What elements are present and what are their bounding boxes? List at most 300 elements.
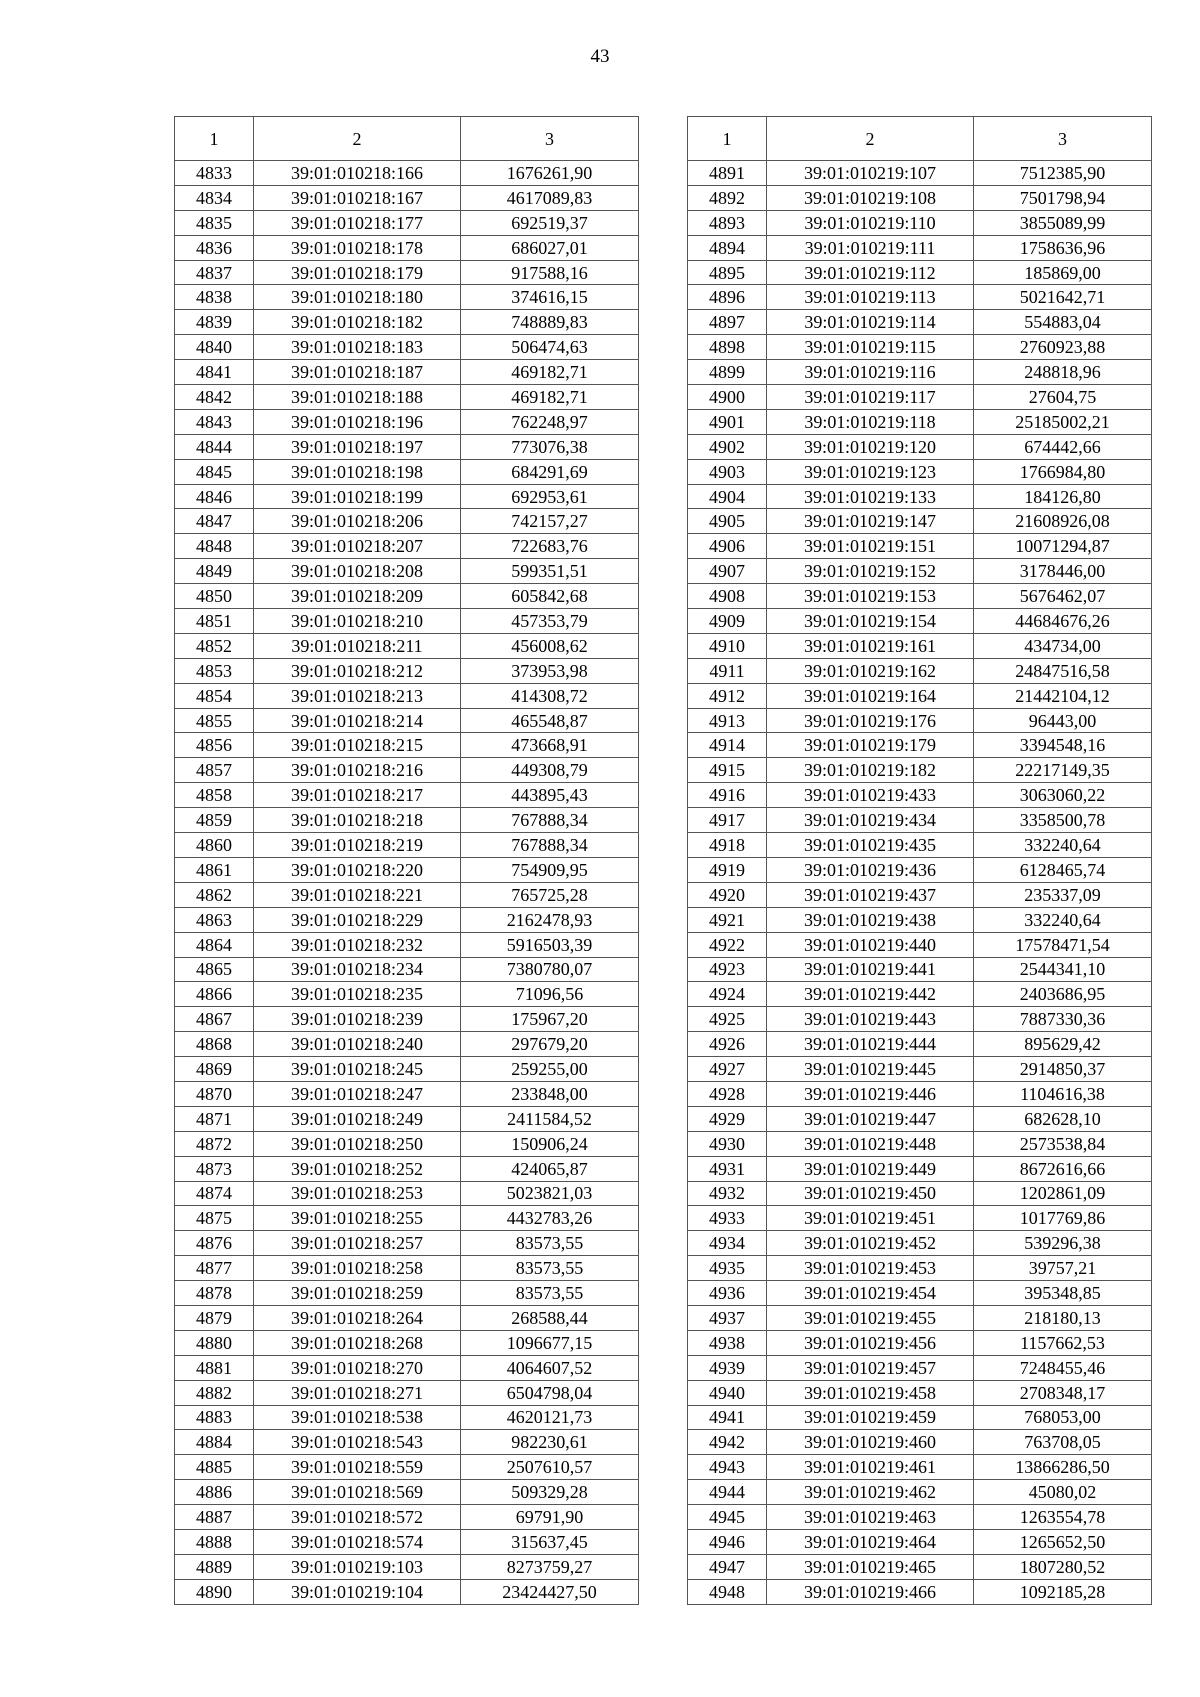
row-number-cell: 4942 <box>688 1430 767 1455</box>
value-cell: 315637,45 <box>461 1529 639 1554</box>
row-number-cell: 4857 <box>175 758 254 783</box>
table-row <box>688 509 1152 534</box>
row-number-cell: 4864 <box>175 932 254 957</box>
cadastral-number-cell: 39:01:010219:461 <box>767 1455 974 1480</box>
header-cell: 3 <box>974 117 1152 161</box>
table-row <box>688 758 1152 783</box>
cadastral-number-cell: 39:01:010218:178 <box>254 235 461 260</box>
cadastral-number-cell: 39:01:010218:211 <box>254 633 461 658</box>
cadastral-number-cell: 39:01:010219:123 <box>767 459 974 484</box>
table-row <box>688 1480 1152 1505</box>
value-cell: 722683,76 <box>461 534 639 559</box>
table-row <box>688 783 1152 808</box>
cadastral-number-cell: 39:01:010219:441 <box>767 957 974 982</box>
row-number-cell: 4925 <box>688 1007 767 1032</box>
table-row <box>688 161 1152 186</box>
value-cell: 5916503,39 <box>461 932 639 957</box>
value-cell: 395348,85 <box>974 1281 1152 1306</box>
row-number-cell: 4887 <box>175 1505 254 1530</box>
table-row <box>688 285 1152 310</box>
table-row <box>175 683 639 708</box>
table-row <box>688 1156 1152 1181</box>
cadastral-number-cell: 39:01:010219:434 <box>767 808 974 833</box>
value-cell: 465548,87 <box>461 708 639 733</box>
row-number-cell: 4922 <box>688 932 767 957</box>
row-number-cell: 4865 <box>175 957 254 982</box>
cadastral-number-cell: 39:01:010219:448 <box>767 1131 974 1156</box>
cadastral-number-cell: 39:01:010219:452 <box>767 1231 974 1256</box>
cadastral-number-cell: 39:01:010218:270 <box>254 1355 461 1380</box>
row-number-cell: 4933 <box>688 1206 767 1231</box>
row-number-cell: 4916 <box>688 783 767 808</box>
cadastral-number-cell: 39:01:010218:166 <box>254 161 461 186</box>
row-number-cell: 4936 <box>688 1281 767 1306</box>
header-cell: 1 <box>175 117 254 161</box>
row-number-cell: 4939 <box>688 1355 767 1380</box>
value-cell: 27604,75 <box>974 385 1152 410</box>
cadastral-number-cell: 39:01:010219:459 <box>767 1405 974 1430</box>
row-number-cell: 4901 <box>688 409 767 434</box>
cadastral-number-cell: 39:01:010219:153 <box>767 584 974 609</box>
row-number-cell: 4878 <box>175 1281 254 1306</box>
cadastral-number-cell: 39:01:010219:151 <box>767 534 974 559</box>
row-number-cell: 4874 <box>175 1181 254 1206</box>
cadastral-number-cell: 39:01:010218:218 <box>254 808 461 833</box>
row-number-cell: 4843 <box>175 409 254 434</box>
table-row <box>175 1281 639 1306</box>
row-number-cell: 4918 <box>688 833 767 858</box>
table-row <box>688 385 1152 410</box>
row-number-cell: 4906 <box>688 534 767 559</box>
row-number-cell: 4903 <box>688 459 767 484</box>
table-row <box>688 1181 1152 1206</box>
value-cell: 1676261,90 <box>461 161 639 186</box>
cadastral-number-cell: 39:01:010219:110 <box>767 210 974 235</box>
row-number-cell: 4928 <box>688 1081 767 1106</box>
cadastral-number-cell: 39:01:010218:543 <box>254 1430 461 1455</box>
table-row <box>688 1554 1152 1579</box>
value-cell: 3178446,00 <box>974 559 1152 584</box>
row-number-cell: 4911 <box>688 658 767 683</box>
table-row <box>688 658 1152 683</box>
cadastral-number-cell: 39:01:010219:436 <box>767 857 974 882</box>
cadastral-number-cell: 39:01:010219:182 <box>767 758 974 783</box>
value-cell: 506474,63 <box>461 335 639 360</box>
value-cell: 268588,44 <box>461 1305 639 1330</box>
value-cell: 83573,55 <box>461 1281 639 1306</box>
cadastral-number-cell: 39:01:010219:449 <box>767 1156 974 1181</box>
cadastral-number-cell: 39:01:010218:239 <box>254 1007 461 1032</box>
value-cell: 2544341,10 <box>974 957 1152 982</box>
table-row <box>175 235 639 260</box>
row-number-cell: 4852 <box>175 633 254 658</box>
row-number-cell: 4944 <box>688 1480 767 1505</box>
value-cell: 2573538,84 <box>974 1131 1152 1156</box>
value-cell: 8273759,27 <box>461 1554 639 1579</box>
cadastral-number-cell: 39:01:010218:257 <box>254 1231 461 1256</box>
row-number-cell: 4896 <box>688 285 767 310</box>
table-row <box>688 360 1152 385</box>
table-row <box>175 434 639 459</box>
value-cell: 24847516,58 <box>974 658 1152 683</box>
table-row <box>175 1380 639 1405</box>
value-cell: 1807280,52 <box>974 1554 1152 1579</box>
table-row <box>688 484 1152 509</box>
table-row <box>175 907 639 932</box>
cadastral-number-cell: 39:01:010218:259 <box>254 1281 461 1306</box>
table-row <box>688 584 1152 609</box>
table-row <box>175 1007 639 1032</box>
value-cell: 374616,15 <box>461 285 639 310</box>
value-cell: 297679,20 <box>461 1032 639 1057</box>
row-number-cell: 4900 <box>688 385 767 410</box>
row-number-cell: 4835 <box>175 210 254 235</box>
cadastral-number-cell: 39:01:010218:210 <box>254 609 461 634</box>
cadastral-number-cell: 39:01:010218:188 <box>254 385 461 410</box>
table-row <box>688 409 1152 434</box>
table-row <box>175 932 639 957</box>
value-cell: 39757,21 <box>974 1256 1152 1281</box>
cadastral-number-cell: 39:01:010219:133 <box>767 484 974 509</box>
table-row <box>688 235 1152 260</box>
value-cell: 554883,04 <box>974 310 1152 335</box>
row-number-cell: 4870 <box>175 1081 254 1106</box>
table-row <box>175 1405 639 1430</box>
value-cell: 684291,69 <box>461 459 639 484</box>
row-number-cell: 4871 <box>175 1106 254 1131</box>
row-number-cell: 4926 <box>688 1032 767 1057</box>
cadastral-number-cell: 39:01:010219:118 <box>767 409 974 434</box>
cadastral-number-cell: 39:01:010219:147 <box>767 509 974 534</box>
value-cell: 235337,09 <box>974 882 1152 907</box>
row-number-cell: 4931 <box>688 1156 767 1181</box>
row-number-cell: 4876 <box>175 1231 254 1256</box>
value-cell: 17578471,54 <box>974 932 1152 957</box>
value-cell: 767888,34 <box>461 833 639 858</box>
value-cell: 895629,42 <box>974 1032 1152 1057</box>
cadastral-number-cell: 39:01:010218:206 <box>254 509 461 534</box>
table-row <box>175 310 639 335</box>
value-cell: 457353,79 <box>461 609 639 634</box>
table-row <box>175 783 639 808</box>
table-row <box>175 385 639 410</box>
row-number-cell: 4861 <box>175 857 254 882</box>
cadastral-number-cell: 39:01:010218:245 <box>254 1057 461 1082</box>
cadastral-number-cell: 39:01:010218:187 <box>254 360 461 385</box>
value-cell: 10071294,87 <box>974 534 1152 559</box>
row-number-cell: 4934 <box>688 1231 767 1256</box>
table-row <box>175 1505 639 1530</box>
row-number-cell: 4847 <box>175 509 254 534</box>
cadastral-number-cell: 39:01:010219:154 <box>767 609 974 634</box>
table-row <box>688 1057 1152 1082</box>
table-row <box>175 1529 639 1554</box>
value-cell: 7887330,36 <box>974 1007 1152 1032</box>
table-row <box>688 534 1152 559</box>
value-cell: 1104616,38 <box>974 1081 1152 1106</box>
table-row <box>175 584 639 609</box>
value-cell: 45080,02 <box>974 1480 1152 1505</box>
row-number-cell: 4858 <box>175 783 254 808</box>
table-row <box>688 932 1152 957</box>
cadastral-number-cell: 39:01:010219:451 <box>767 1206 974 1231</box>
value-cell: 96443,00 <box>974 708 1152 733</box>
cadastral-number-cell: 39:01:010219:104 <box>254 1579 461 1604</box>
row-number-cell: 4886 <box>175 1480 254 1505</box>
table-row <box>688 185 1152 210</box>
cadastral-number-cell: 39:01:010219:433 <box>767 783 974 808</box>
row-number-cell: 4915 <box>688 758 767 783</box>
cadastral-number-cell: 39:01:010219:161 <box>767 633 974 658</box>
cadastral-number-cell: 39:01:010218:252 <box>254 1156 461 1181</box>
table-row <box>175 758 639 783</box>
cadastral-number-cell: 39:01:010218:198 <box>254 459 461 484</box>
cadastral-number-cell: 39:01:010218:182 <box>254 310 461 335</box>
value-cell: 175967,20 <box>461 1007 639 1032</box>
cadastral-number-cell: 39:01:010219:453 <box>767 1256 974 1281</box>
table-row <box>688 683 1152 708</box>
row-number-cell: 4897 <box>688 310 767 335</box>
value-cell: 2403686,95 <box>974 982 1152 1007</box>
table-row <box>175 1305 639 1330</box>
row-number-cell: 4873 <box>175 1156 254 1181</box>
cadastral-number-cell: 39:01:010218:196 <box>254 409 461 434</box>
value-cell: 5023821,03 <box>461 1181 639 1206</box>
table-row <box>688 1455 1152 1480</box>
table-row <box>688 957 1152 982</box>
value-cell: 767888,34 <box>461 808 639 833</box>
table-row <box>175 882 639 907</box>
table-row <box>688 882 1152 907</box>
table-row <box>688 1405 1152 1430</box>
table-row <box>175 161 639 186</box>
table-row <box>688 733 1152 758</box>
cadastral-number-cell: 39:01:010219:179 <box>767 733 974 758</box>
value-cell: 2162478,93 <box>461 907 639 932</box>
data-table-right <box>687 116 1152 1605</box>
value-cell: 69791,90 <box>461 1505 639 1530</box>
row-number-cell: 4946 <box>688 1529 767 1554</box>
value-cell: 3394548,16 <box>974 733 1152 758</box>
cadastral-number-cell: 39:01:010218:538 <box>254 1405 461 1430</box>
row-number-cell: 4860 <box>175 833 254 858</box>
table-row <box>688 1579 1152 1604</box>
table-row <box>688 1529 1152 1554</box>
row-number-cell: 4902 <box>688 434 767 459</box>
value-cell: 3358500,78 <box>974 808 1152 833</box>
table-row <box>688 1256 1152 1281</box>
table-row <box>688 1206 1152 1231</box>
cadastral-number-cell: 39:01:010218:240 <box>254 1032 461 1057</box>
value-cell: 982230,61 <box>461 1430 639 1455</box>
value-cell: 469182,71 <box>461 360 639 385</box>
row-number-cell: 4912 <box>688 683 767 708</box>
cadastral-number-cell: 39:01:010219:115 <box>767 335 974 360</box>
value-cell: 2914850,37 <box>974 1057 1152 1082</box>
table-row <box>175 1206 639 1231</box>
table-row <box>175 260 639 285</box>
row-number-cell: 4888 <box>175 1529 254 1554</box>
row-number-cell: 4894 <box>688 235 767 260</box>
row-number-cell: 4859 <box>175 808 254 833</box>
cadastral-number-cell: 39:01:010219:152 <box>767 559 974 584</box>
row-number-cell: 4890 <box>175 1579 254 1604</box>
cadastral-number-cell: 39:01:010218:247 <box>254 1081 461 1106</box>
value-cell: 1157662,53 <box>974 1330 1152 1355</box>
header-cell: 1 <box>688 117 767 161</box>
table-row <box>688 982 1152 1007</box>
table-row <box>175 185 639 210</box>
value-cell: 762248,97 <box>461 409 639 434</box>
table-row <box>688 1355 1152 1380</box>
row-number-cell: 4938 <box>688 1330 767 1355</box>
row-number-cell: 4855 <box>175 708 254 733</box>
value-cell: 682628,10 <box>974 1106 1152 1131</box>
value-cell: 13866286,50 <box>974 1455 1152 1480</box>
row-number-cell: 4932 <box>688 1181 767 1206</box>
table-row <box>688 459 1152 484</box>
cadastral-number-cell: 39:01:010218:250 <box>254 1131 461 1156</box>
value-cell: 373953,98 <box>461 658 639 683</box>
row-number-cell: 4893 <box>688 210 767 235</box>
value-cell: 83573,55 <box>461 1256 639 1281</box>
table-row <box>175 957 639 982</box>
value-cell: 1202861,09 <box>974 1181 1152 1206</box>
value-cell: 4432783,26 <box>461 1206 639 1231</box>
table-row <box>175 658 639 683</box>
table-row <box>175 1081 639 1106</box>
table-row <box>175 1554 639 1579</box>
table-header-row <box>175 117 639 161</box>
row-number-cell: 4872 <box>175 1131 254 1156</box>
cadastral-number-cell: 39:01:010219:465 <box>767 1554 974 1579</box>
row-number-cell: 4846 <box>175 484 254 509</box>
value-cell: 1263554,78 <box>974 1505 1152 1530</box>
cadastral-number-cell: 39:01:010218:167 <box>254 185 461 210</box>
table-row <box>688 833 1152 858</box>
row-number-cell: 4840 <box>175 335 254 360</box>
data-table-left <box>174 116 639 1605</box>
value-cell: 184126,80 <box>974 484 1152 509</box>
value-cell: 3063060,22 <box>974 783 1152 808</box>
table-row <box>688 310 1152 335</box>
table-row <box>175 1231 639 1256</box>
cadastral-number-cell: 39:01:010218:180 <box>254 285 461 310</box>
header-cell: 2 <box>767 117 974 161</box>
row-number-cell: 4883 <box>175 1405 254 1430</box>
cadastral-number-cell: 39:01:010219:454 <box>767 1281 974 1306</box>
row-number-cell: 4892 <box>688 185 767 210</box>
value-cell: 1096677,15 <box>461 1330 639 1355</box>
table-row <box>175 808 639 833</box>
row-number-cell: 4914 <box>688 733 767 758</box>
value-cell: 25185002,21 <box>974 409 1152 434</box>
table-row <box>175 534 639 559</box>
row-number-cell: 4851 <box>175 609 254 634</box>
value-cell: 456008,62 <box>461 633 639 658</box>
cadastral-number-cell: 39:01:010219:120 <box>767 434 974 459</box>
cadastral-number-cell: 39:01:010219:457 <box>767 1355 974 1380</box>
cadastral-number-cell: 39:01:010219:162 <box>767 658 974 683</box>
row-number-cell: 4867 <box>175 1007 254 1032</box>
table-row <box>175 335 639 360</box>
row-number-cell: 4947 <box>688 1554 767 1579</box>
row-number-cell: 4841 <box>175 360 254 385</box>
value-cell: 2760923,88 <box>974 335 1152 360</box>
table-row <box>688 1106 1152 1131</box>
cadastral-number-cell: 39:01:010218:559 <box>254 1455 461 1480</box>
table-row <box>688 907 1152 932</box>
value-cell: 3855089,99 <box>974 210 1152 235</box>
row-number-cell: 4839 <box>175 310 254 335</box>
table-row <box>688 808 1152 833</box>
cadastral-number-cell: 39:01:010218:221 <box>254 882 461 907</box>
cadastral-number-cell: 39:01:010218:212 <box>254 658 461 683</box>
table-row <box>688 1430 1152 1455</box>
table-row <box>175 833 639 858</box>
value-cell: 248818,96 <box>974 360 1152 385</box>
table-row <box>688 609 1152 634</box>
row-number-cell: 4854 <box>175 683 254 708</box>
value-cell: 1265652,50 <box>974 1529 1152 1554</box>
cadastral-number-cell: 39:01:010219:438 <box>767 907 974 932</box>
row-number-cell: 4898 <box>688 335 767 360</box>
cadastral-number-cell: 39:01:010218:217 <box>254 783 461 808</box>
cadastral-number-cell: 39:01:010219:116 <box>767 360 974 385</box>
cadastral-number-cell: 39:01:010218:572 <box>254 1505 461 1530</box>
value-cell: 754909,95 <box>461 857 639 882</box>
cadastral-number-cell: 39:01:010219:462 <box>767 1480 974 1505</box>
cadastral-number-cell: 39:01:010219:444 <box>767 1032 974 1057</box>
value-cell: 539296,38 <box>974 1231 1152 1256</box>
cadastral-number-cell: 39:01:010218:235 <box>254 982 461 1007</box>
table-row <box>175 982 639 1007</box>
header-cell: 2 <box>254 117 461 161</box>
row-number-cell: 4905 <box>688 509 767 534</box>
row-number-cell: 4929 <box>688 1106 767 1131</box>
row-number-cell: 4869 <box>175 1057 254 1082</box>
table-row <box>175 1181 639 1206</box>
row-number-cell: 4920 <box>688 882 767 907</box>
row-number-cell: 4838 <box>175 285 254 310</box>
cadastral-number-cell: 39:01:010218:264 <box>254 1305 461 1330</box>
value-cell: 332240,64 <box>974 907 1152 932</box>
cadastral-number-cell: 39:01:010218:209 <box>254 584 461 609</box>
row-number-cell: 4863 <box>175 907 254 932</box>
value-cell: 414308,72 <box>461 683 639 708</box>
row-number-cell: 4945 <box>688 1505 767 1530</box>
cadastral-number-cell: 39:01:010219:114 <box>767 310 974 335</box>
value-cell: 674442,66 <box>974 434 1152 459</box>
cadastral-number-cell: 39:01:010219:113 <box>767 285 974 310</box>
table-row <box>688 633 1152 658</box>
table-row <box>175 459 639 484</box>
cadastral-number-cell: 39:01:010218:271 <box>254 1380 461 1405</box>
value-cell: 763708,05 <box>974 1430 1152 1455</box>
value-cell: 509329,28 <box>461 1480 639 1505</box>
row-number-cell: 4889 <box>175 1554 254 1579</box>
row-number-cell: 4877 <box>175 1256 254 1281</box>
value-cell: 1092185,28 <box>974 1579 1152 1604</box>
row-number-cell: 4834 <box>175 185 254 210</box>
value-cell: 469182,71 <box>461 385 639 410</box>
cadastral-number-cell: 39:01:010218:219 <box>254 833 461 858</box>
row-number-cell: 4919 <box>688 857 767 882</box>
row-number-cell: 4880 <box>175 1330 254 1355</box>
cadastral-number-cell: 39:01:010219:437 <box>767 882 974 907</box>
table-row <box>175 857 639 882</box>
cadastral-number-cell: 39:01:010219:455 <box>767 1305 974 1330</box>
